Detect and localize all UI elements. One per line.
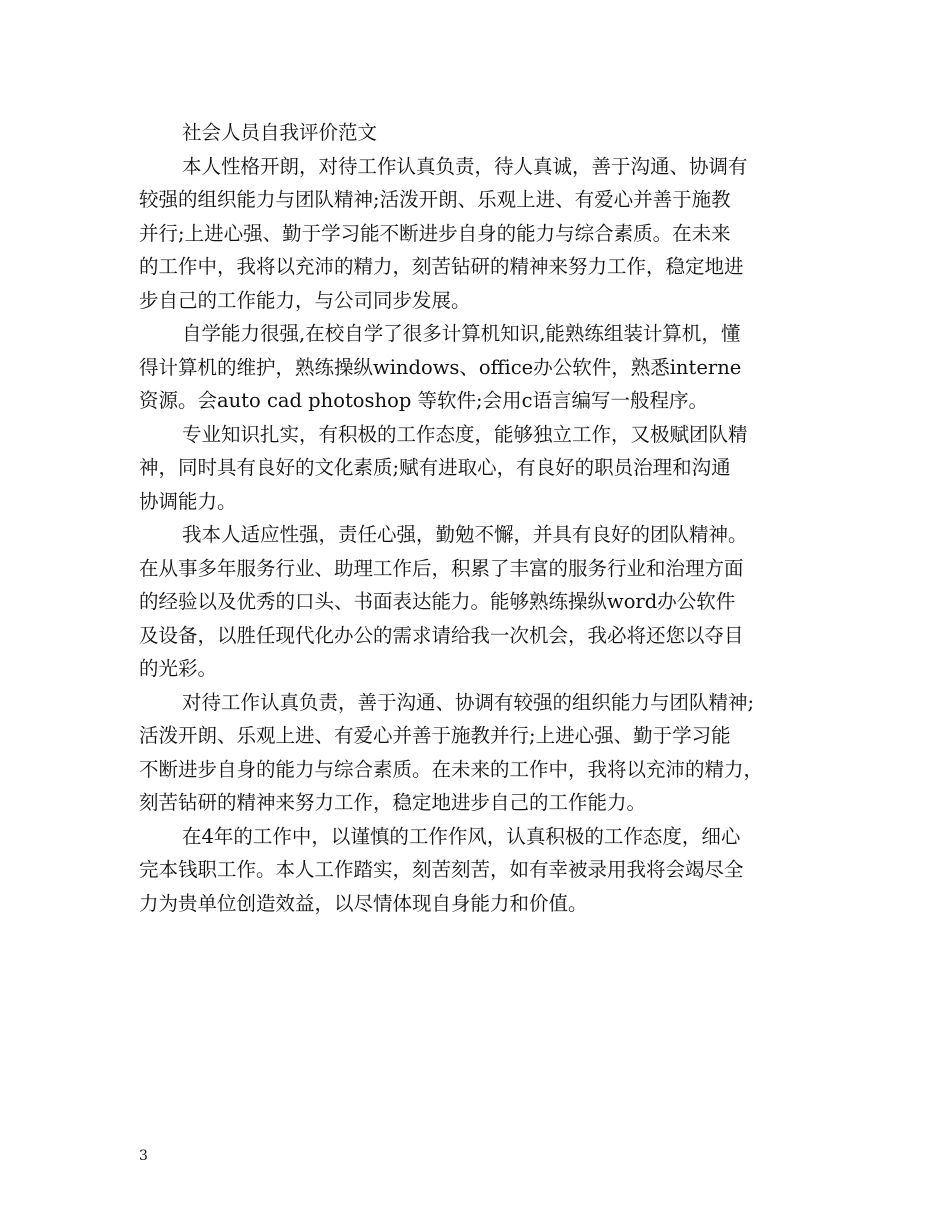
document-title: 社会人员自我评价范文: [182, 121, 378, 144]
paragraph-line: 在4年的工作中，以谨慎的工作作风，认真积极的工作态度，细心: [182, 824, 741, 848]
paragraph-line: 专业知识扎实，有积极的工作态度，能够独立工作，又极赋团队精: [182, 422, 748, 446]
paragraph-line: 力为贵单位创造效益，以尽情体现自身能力和价值。: [139, 891, 588, 915]
paragraph-line: 步自己的工作能力，与公司同步发展。: [139, 288, 471, 312]
paragraph-line: 较强的组织能力与团队精神;活泼开朗、乐观上进、有爱心并善于施教: [139, 188, 731, 211]
document-body: [139, 116, 815, 920]
paragraph-5: [139, 686, 815, 820]
paragraph-6: [139, 820, 815, 921]
paragraph-line: 的经验以及优秀的口头、书面表达能力。能够熟练操纵word办公软件: [139, 590, 736, 613]
paragraph-line: 刻苦钻研的精神来努力工作，稳定地进步自己的工作能力。: [139, 791, 647, 814]
paragraph-line: 我本人适应性强，责任心强，勤勉不懈，并具有良好的团队精神。: [182, 523, 748, 546]
paragraph-line: 本人性格开朗，对待工作认真负责，待人真诚，善于沟通、协调有: [182, 154, 748, 178]
paragraph-line: 的工作中，我将以充沛的精力，刻苦钻研的精神来努力工作，稳定地进: [139, 255, 744, 278]
paragraph-line: 自学能力很强,在校自学了很多计算机知识,能熟练组装计算机，懂: [182, 322, 741, 345]
paragraph-line: 的光彩。: [139, 657, 218, 680]
paragraph-line: 对待工作认真负责，善于沟通、协调有较强的组织能力与团队精神;: [182, 690, 755, 714]
paragraph-3: [139, 418, 815, 519]
paragraph-line: 神，同时具有良好的文化素质;赋有进取心，有良好的职员治理和沟通: [139, 456, 731, 479]
page-number: 3: [139, 1148, 148, 1164]
paragraph-line: 在从事多年服务行业、助理工作后，积累了丰富的服务行业和治理方面: [139, 556, 744, 580]
paragraph-line: 资源。会auto cad photoshop 等软件;会用c语言编写一般程序。: [139, 389, 709, 412]
paragraph-4: [139, 518, 815, 686]
paragraph-line: 不断进步自身的能力与综合素质。在未来的工作中，我将以充沛的精力，: [139, 757, 764, 781]
paragraph-line: 活泼开朗、乐观上进、有爱心并善于施教并行;上进心强、勤于学习能: [139, 724, 731, 747]
paragraph-line: 并行;上进心强、勤于学习能不断进步自身的能力与综合素质。在未来: [139, 221, 731, 245]
paragraph-line: 得计算机的维护，熟练操纵windows、office办公软件，熟悉interne: [139, 355, 742, 379]
paragraph-line: 及设备，以胜任现代化办公的需求请给我一次机会，我必将还您以夺目: [139, 623, 744, 647]
paragraph-line: 协调能力。: [139, 489, 237, 513]
paragraph-line: 完本钱职工作。本人工作踏实，刻苦刻苦，如有幸被录用我将会竭尽全: [139, 858, 744, 881]
paragraph-2: [139, 317, 815, 418]
paragraph-1: [139, 150, 815, 318]
